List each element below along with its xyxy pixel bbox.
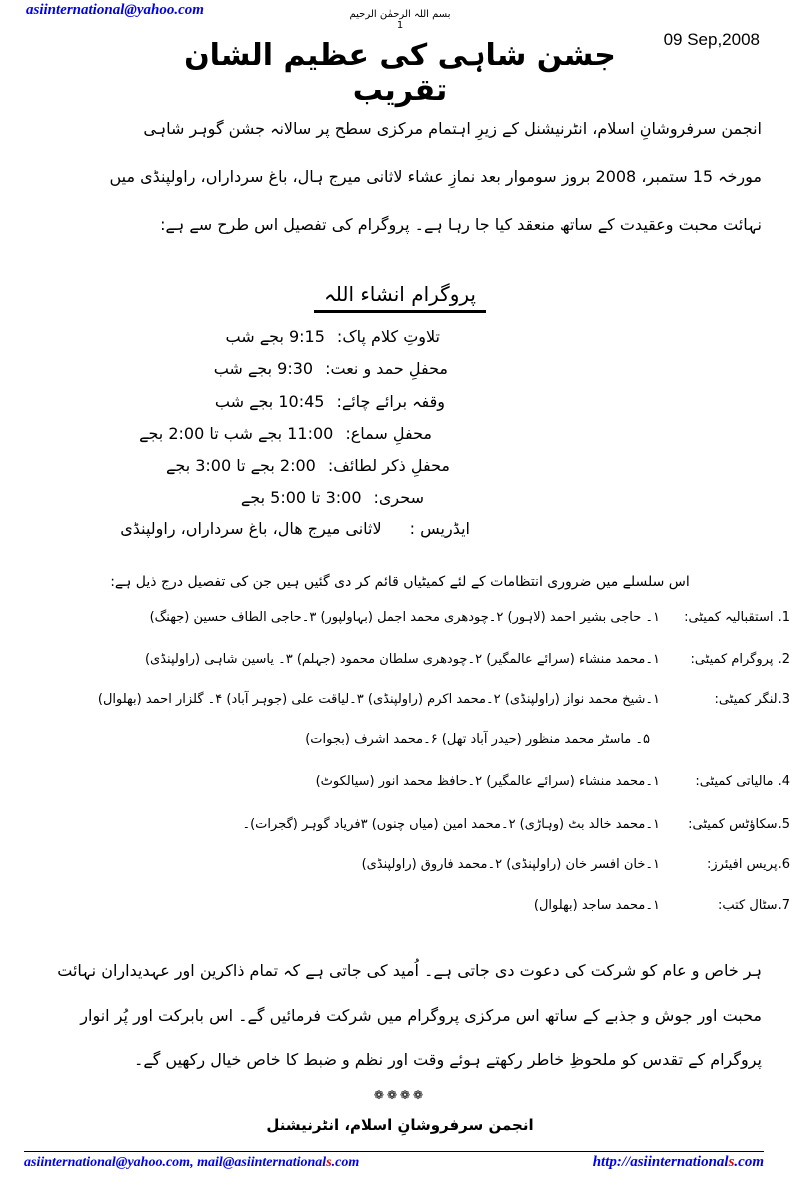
schedule-time: 9:30 بجے شب (213, 359, 314, 378)
committee-members: ۱۔ حاجی بشیر احمد (لاہور) ۲۔چودھری محمد اجمل (بہاولپور) ۳۔حاجی الطاف حسین (جھنگ) (149, 610, 660, 625)
program-heading (0, 282, 800, 306)
mail-highlight: s (326, 1155, 332, 1170)
mail-part: mail@asiinternational (197, 1155, 327, 1170)
ornament-stars: ❁❁❁❁ (373, 1088, 427, 1102)
schedule-row (20, 488, 424, 507)
schedule-time: 9:15 بجے شب (225, 327, 325, 346)
schedule-label: محفلِ سماع: (345, 424, 432, 443)
footer-divider (24, 1151, 764, 1152)
page-title: جشن شاہی کی عظیم الشان تقریب (184, 38, 616, 108)
intro-line: مورخہ 15 ستمبر، 2008 بروز سوموار بعد نمازِ عشاء لاثانی میرج ہال، باغ سرداراں، راولپنڈی میں (109, 167, 762, 186)
closing-line: پروگرام کے تقدس کو ملحوظِ خاطر رکھتے ہوئے وقت اور نظم و ضبط کا خاص خیال رکھیں گے۔ (133, 1050, 762, 1069)
schedule-time: 11:00 بجے شب تا 2:00 بجے (139, 424, 334, 443)
schedule-label: محفلِ حمد و نعت: (325, 359, 448, 378)
header-email-link[interactable]: asiinternational@yahoo.com (26, 2, 204, 18)
schedule-time: 3:00 تا 5:00 بجے (240, 488, 362, 507)
bismillah: بسم اللہ الرحمٰن الرحیم (349, 9, 451, 20)
committees-intro: اس سلسلے میں ضروری انتظامات کے لئے کمیٹیاں قائم کر دی گئیں ہیں جن کی تفصیل درج ذیل ہے: (110, 574, 690, 590)
schedule-row (20, 424, 432, 443)
committee-members: ۵۔ ماسٹر محمد منظور (حیدر آباد تھل) ۶۔محمد اشرف (بجوات) (305, 732, 650, 747)
schedule-row (20, 392, 445, 411)
closing-line: ہر خاص و عام کو شرکت کی دعوت دی جاتی ہے۔ اُمید کی جاتی ہے کہ تمام ذاکرین اور عہدیداران نہائت (57, 961, 762, 980)
schedule-label: وقفہ برائے چائے: (336, 392, 445, 411)
committee-row (10, 652, 790, 669)
committee-name: 1. استقبالیہ کمیٹی: (684, 610, 790, 625)
intro-line: نہائت محبت وعقیدت کے ساتھ منعقد کیا جا رہا ہے۔ پروگرام کی تفصیل اس طرح سے ہے: (160, 215, 762, 234)
committee-row (10, 857, 790, 874)
committee-members: ۱۔محمد خالد بٹ (وہاڑی) ۲۔محمد امین (میاں چنوں) ۳فریاد گوہر (گجرات)۔ (242, 817, 660, 832)
committee-continuation (10, 732, 650, 747)
committee-members: ۱۔محمد منشاء (سرائے عالمگیر) ۲۔چودھری سلطان محمود (جہلم) ۳۔ یاسین شاہی (راولپنڈی) (144, 652, 660, 667)
url-part: http://asiinternational (592, 1154, 729, 1170)
committee-members: ۱۔خان افسر خان (راولپنڈی) ۲۔محمد فاروق (راولپنڈی) (361, 857, 660, 872)
committee-row (10, 610, 790, 627)
committee-row (10, 692, 790, 709)
committee-name: 5.سکاؤٹس کمیٹی: (688, 817, 790, 832)
mail-part: .com (331, 1155, 360, 1170)
committee-name: 3.لنگر کمیٹی: (714, 692, 790, 707)
schedule-time: 10:45 بجے شب (214, 392, 325, 411)
program-heading-text: پروگرام انشاء اللہ (314, 282, 486, 313)
committee-name: 4. مالیاتی کمیٹی: (695, 774, 790, 789)
footer-website-link[interactable] (593, 1154, 764, 1171)
schedule-label: تلاوتِ کلام پاک: (336, 327, 440, 346)
schedule-row (20, 456, 450, 475)
committee-name: 6.پریس افیئرز: (706, 857, 790, 872)
committee-members: ۱۔شیخ محمد نواز (راولپنڈی) ۲۔محمد اکرم (راولپنڈی) ۳۔لیاقت علی (جوہر آباد) ۴۔ گلزار احمد (بھلوال) (97, 692, 660, 707)
separator: , (190, 1155, 194, 1170)
committee-row (10, 898, 790, 915)
footer-emails (24, 1155, 359, 1171)
committee-name: 2. پروگرام کمیٹی: (690, 652, 790, 667)
schedule-label: سحری: (373, 488, 424, 507)
closing-line: محبت اور جوش و جذبے کے ساتھ اس مرکزی پروگرام میں شرکت فرمائیں گے۔ اس بابرکت اور پُر انوار (80, 1006, 762, 1025)
url-part: .com (734, 1154, 764, 1170)
url-highlight: s (728, 1154, 735, 1170)
committee-name: 7.سٹال کتب: (717, 898, 790, 913)
schedule-label: محفلِ ذکر لطائف: (327, 456, 450, 475)
committee-members: ۱۔محمد ساجد (بھلوال) (533, 898, 660, 913)
footer-mail-link[interactable] (197, 1155, 359, 1170)
page-number: 1 (396, 20, 404, 31)
committee-row (10, 774, 790, 791)
committee-members: ۱۔محمد منشاء (سرائے عالمگیر) ۲۔حافظ محمد انور (سیالکوٹ) (315, 774, 660, 789)
schedule-row (20, 327, 440, 346)
address-row (20, 519, 470, 538)
address-value: لاثانی میرج ھال، باغ سرداراں، راولپنڈی (120, 519, 382, 538)
organization-name: انجمن سرفروشانِ اسلام، انٹرنیشنل (266, 1116, 534, 1134)
address-label: ایڈریس : (409, 519, 470, 538)
schedule-time: 2:00 بجے تا 3:00 بجے (165, 456, 316, 475)
committee-row (10, 817, 790, 834)
schedule-row (20, 359, 448, 378)
intro-line: انجمن سرفروشانِ اسلام، انٹرنیشنل کے زیرِ اہتمام مرکزی سطح پر سالانہ جشن گوہر شاہی (143, 119, 762, 138)
footer-email-link[interactable]: asiinternational@yahoo.com (24, 1155, 191, 1170)
document-date: 09 Sep,2008 (663, 30, 760, 49)
